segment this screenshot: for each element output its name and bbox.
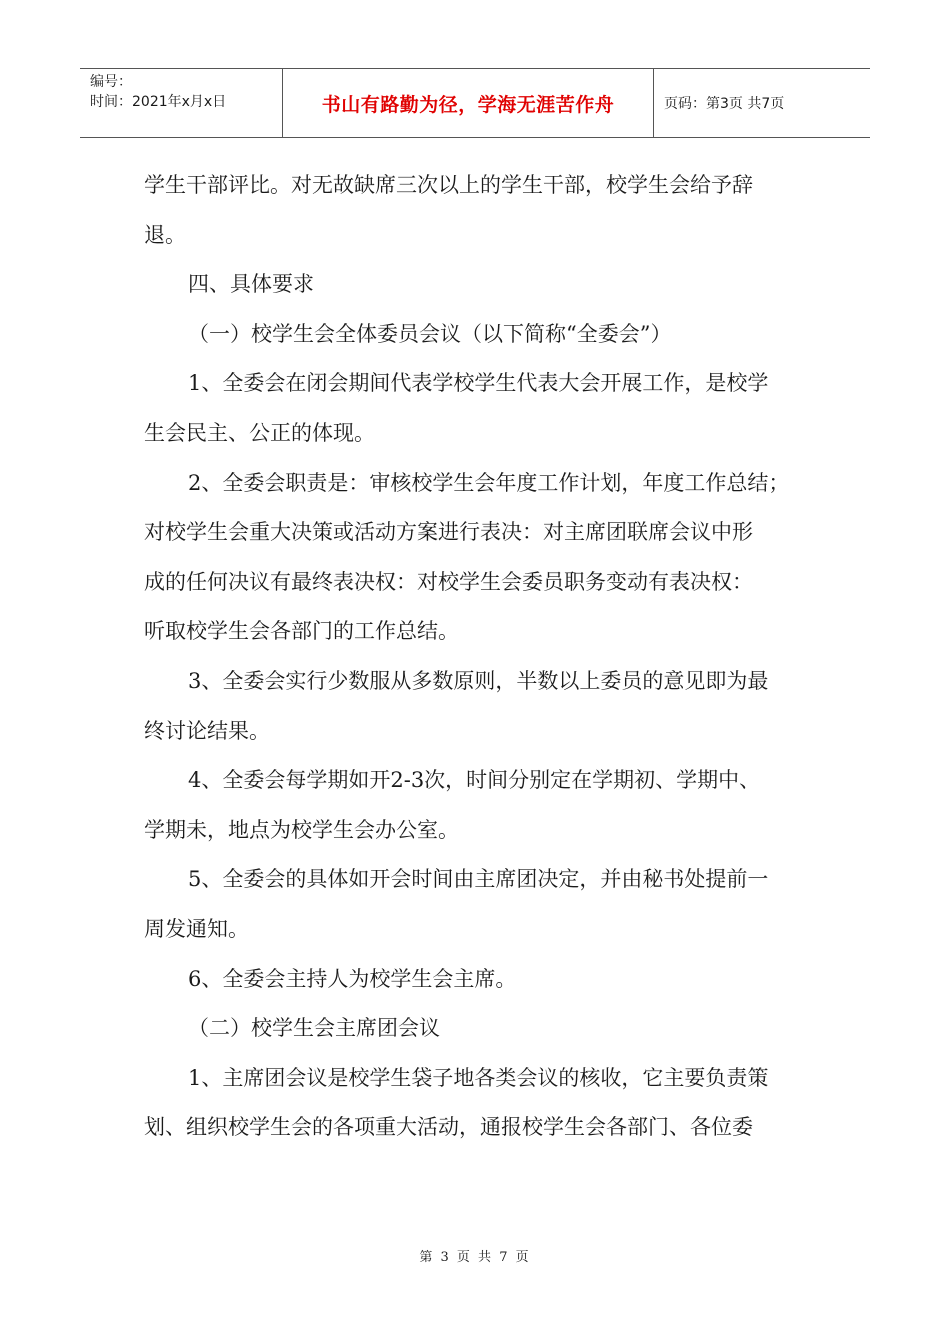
body-line: 对校学生会重大决策或活动方案进行表决：对主席团联席会议中形 [144, 520, 753, 545]
body-line: 终讨论结果。 [144, 718, 270, 743]
body-line: 2、全委会职责是：审核校学生会年度工作计划，年度工作总结； [188, 470, 790, 495]
header-motto: 书山有路勤为径，学海无涯苦作舟 [321, 93, 615, 116]
body-line: 周发通知。 [144, 916, 249, 941]
body-line: 生会民主、公正的体现。 [144, 420, 375, 445]
document-number-label: 编号： [90, 74, 132, 90]
body-line: 1、主席团会议是校学生袋子地各类会议的核收，它主要负责策 [188, 1065, 769, 1090]
page-footer [0, 1246, 950, 1265]
header-motto-cell [282, 69, 654, 137]
section-heading: 四、具体要求 [188, 272, 314, 297]
header-page-cell [654, 69, 870, 137]
document-date: 时间：2021年x月x日 [90, 94, 227, 110]
subsection-heading: （一）校学生会全体委员会议（以下简称“全委会”） [188, 321, 672, 346]
body-line: 退。 [144, 222, 186, 247]
footer-page-number: 第 3 页 共 7 页 [419, 1250, 531, 1265]
body-line: 6、全委会主持人为校学生会主席。 [188, 966, 517, 991]
body-line: 3、全委会实行少数服从多数原则，半数以上委员的意见即为最 [188, 668, 769, 693]
subsection-heading: （二）校学生会主席团会议 [188, 1016, 440, 1041]
body-line: 学期未，地点为校学生会办公室。 [144, 817, 459, 842]
body-line: 成的任何决议有最终表决权：对校学生会委员职务变动有表决权： [144, 569, 753, 594]
header-meta [80, 69, 282, 137]
body-line: 5、全委会的具体如开会时间由主席团决定，并由秘书处提前一 [188, 867, 769, 892]
body-line: 划、组织校学生会的各项重大活动，通报校学生会各部门、各位委 [144, 1115, 753, 1140]
body-line: 1、全委会在闭会期间代表学校学生代表大会开展工作，是校学 [188, 371, 769, 396]
document-body [144, 161, 812, 1153]
body-line: 学生干部评比。对无故缺席三次以上的学生干部，校学生会给予辞 [144, 173, 753, 197]
document-header [80, 68, 870, 138]
body-line: 4、全委会每学期如开2-3次，时间分别定在学期初、学期中、 [188, 768, 761, 793]
body-line: 听取校学生会各部门的工作总结。 [144, 619, 459, 644]
header-page-info: 页码：第3页 共7页 [664, 96, 785, 112]
